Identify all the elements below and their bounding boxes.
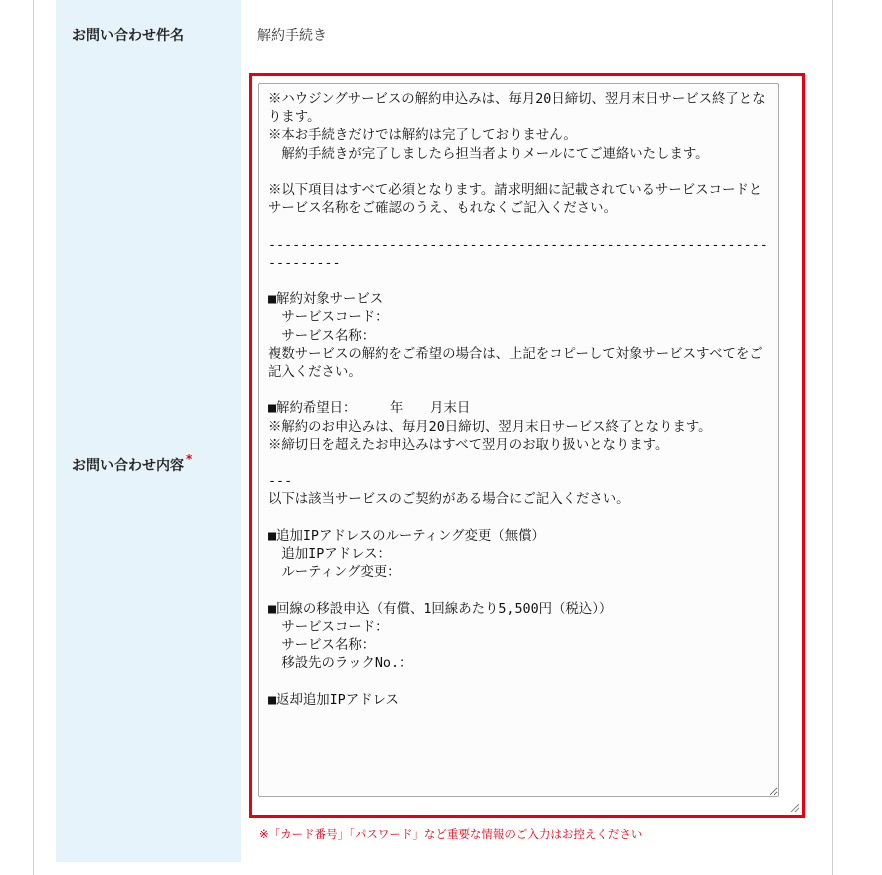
highlight-box: [249, 73, 805, 818]
required-mark: *: [186, 452, 193, 466]
content-textarea[interactable]: [258, 83, 779, 797]
warning-text: ※「カード番号」「パスワード」など重要な情報のご入力はお控えください: [259, 827, 643, 841]
subject-label: [72, 25, 184, 45]
content-label-text: お問い合わせ内容: [72, 458, 184, 474]
subject-value: 解約手続き: [257, 28, 327, 44]
content-label: [72, 452, 193, 475]
resize-grip-icon[interactable]: [791, 804, 799, 812]
label-column: [56, 0, 241, 862]
subject-label-text: お問い合わせ件名: [72, 28, 184, 44]
